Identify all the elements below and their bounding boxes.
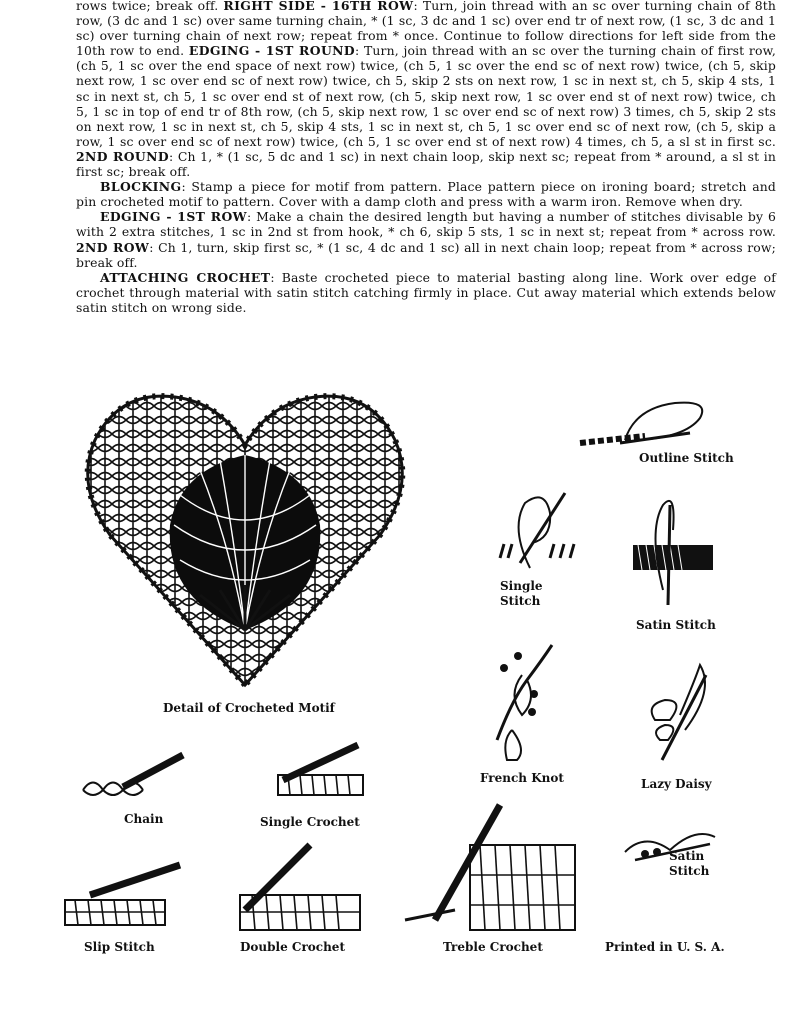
caption-treble-crochet: Treble Crochet [443,940,543,954]
caption-slip-stitch: Slip Stitch [84,940,155,954]
edging-row2-body: : Ch 1, turn, skip first sc, * (1 sc, 4 dc and 1 sc) all in next chain loop; repeat from * across row; break off. [76,239,776,270]
satin-stitch-illustration [628,490,728,610]
attaching-body: : Baste crocheted piece to material basting along line. Work over edge of crochet through material with satin stitch catching firmly in place. Cut away material which extends below satin stitch on wrong side. [76,269,776,315]
caption-detail-of-motif: Detail of Crocheted Motif [163,701,335,715]
double-crochet-illustration [230,840,370,935]
instruction-text: rows twice; break off. [76,0,224,13]
single-stitch-illustration [490,488,580,573]
french-knot-illustration [482,640,582,765]
caption-outline-stitch: Outline Stitch [639,451,734,465]
edging-row2-heading: 2ND ROW [76,239,150,255]
instruction-text: : Turn, join thread with an sc over the turning chain of first row, (ch 5, 1 sc over the end space of next row) twice, (ch 5, 1 sc over the end sc of next row) twice, (ch 5, skip next row, 1 sc over end sc of next row) twice, ch 5, skip 2 sts on next row, 1 sc in next st, ch 5, skip 4 sts, 1 sc in next st, ch 5, 1 sc over end st of next row, (ch 5, skip next row, 1 sc over end st of next row) twice, ch 5, 1 sc in top of end tr of 8th row, (ch 5, skip next row, 1 sc over end sc of next row) 3 times, ch 5, skip 2 sts on next row, 1 sc in next st, ch 5, skip 4 sts, 1 sc in next st, ch 5, 1 sc over end sc of next row, (ch 5, skip a row, 1 sc over end sc of next row) twice, (ch 5, 1 sc over end st of next row) 4 times, ch 5, a sl st in first sc. [76,43,776,149]
attaching-paragraph [76,270,776,315]
instructions-text [76,0,776,315]
single-crochet-illustration [268,740,378,810]
treble-crochet-illustration [395,800,585,935]
caption-lazy-daisy: Lazy Daisy [641,777,712,791]
instruction-heading: RIGHT SIDE - 16TH ROW [223,0,414,13]
edging-body: : Make a chain the desired length but having a number of stitches divisable by 6 with 2 extra stitches, 1 sc in 2nd st from hook, * ch 6, skip 5 sts, 1 sc in next st; repeat from * across row. [76,209,776,240]
outline-stitch-illustration [575,398,725,458]
instruction-heading: 2ND ROUND [76,148,170,164]
caption-single-stitch-2: Stitch [500,594,541,608]
caption-double-crochet: Double Crochet [240,940,345,954]
caption-chain: Chain [124,812,164,826]
chain-crochet-illustration [78,745,188,805]
caption-single-stitch-1: Single [500,579,543,593]
instruction-text: : Ch 1, * (1 sc, 5 dc and 1 sc) in next chain loop, skip next sc; repeat from * around, a sl st in first sc; break off. [76,148,776,180]
caption-french-knot: French Knot [480,771,564,785]
slip-stitch-illustration [60,855,190,930]
lazy-daisy-illustration [640,660,720,770]
crocheted-heart-motif-illustration [70,385,420,690]
instruction-text: : Turn, join thread with an sc over turning chain of 8th row, (3 dc and 1 sc) over same turning chain, * (1 sc, 3 dc and 1 sc) over end tr of next row, (1 sc, 3 dc and 1 sc) over turning chain of next row; repeat from * once. Continue to follow directions for left side from the 10th row to end. [76,0,776,59]
blocking-paragraph [76,179,776,209]
caption-single-crochet: Single Crochet [260,815,360,829]
edging-paragraph [76,209,776,269]
blocking-heading: BLOCKING [100,179,182,195]
caption-satin-stitch-small-1: Satin [669,849,705,863]
blocking-body: : Stamp a piece for motif from pattern. Place pattern piece on ironing board; stretch and pin crocheted motif to pattern. Cover with a damp cloth and press with a warm iron. Remove when dry. [76,179,776,210]
caption-satin-stitch: Satin Stitch [636,618,716,632]
instruction-heading: EDGING - 1ST ROUND [188,43,356,59]
edging-heading: EDGING - 1ST ROW [100,209,247,225]
caption-satin-stitch-small-2: Stitch [669,864,710,878]
attaching-heading: ATTACHING CROCHET [100,269,271,285]
printed-in-usa-note: Printed in U. S. A. [605,940,725,954]
motif-directions-paragraph [76,0,776,179]
